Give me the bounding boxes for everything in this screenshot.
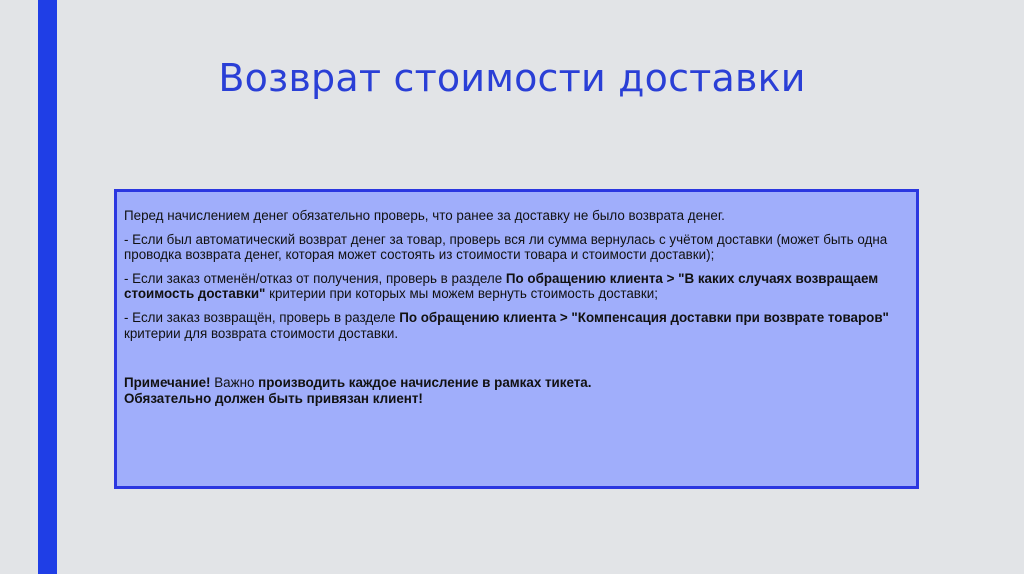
item3-section-link: По обращению клиента > "Компенсация доставки при возврате товаров" <box>399 309 889 325</box>
item2-suffix: критерии при которых мы можем вернуть стоимость доставки; <box>265 286 658 302</box>
item3-prefix: - Если заказ возвращён, проверь в разделе <box>124 309 400 325</box>
slide-title: Возврат стоимости доставки <box>218 56 806 100</box>
item-cancelled-order <box>124 271 904 302</box>
note-text: Важно <box>210 375 259 391</box>
item-returned-order <box>124 310 904 341</box>
item2-prefix: - Если заказ отменён/отказ от получения, проверь в разделе <box>124 270 506 286</box>
spacer <box>124 349 904 375</box>
note-bold-2: Обязательно должен быть привязан клиент! <box>124 390 423 406</box>
item3-suffix: критерии для возврата стоимости доставки. <box>124 325 399 341</box>
note-label: Примечание! <box>124 375 211 391</box>
content-box <box>114 189 919 489</box>
item-auto-refund: - Если был автоматический возврат денег за товар, проверь вся ли сумма вернулась с учётом доставки (может быть одна проводка возврата денег, которая может состоять из стоимости товара и стоимости доставки); <box>124 231 888 263</box>
item2-section-link: По обращению клиента > "В каких случаях возвращаем стоимость доставки" <box>124 270 879 302</box>
note <box>124 375 904 406</box>
intro-paragraph: Перед начислением денег обязательно проверь, что ранее за доставку не было возврата денег. <box>124 208 725 223</box>
note-bold-1: производить каждое начисление в рамках тикета. <box>258 375 592 391</box>
